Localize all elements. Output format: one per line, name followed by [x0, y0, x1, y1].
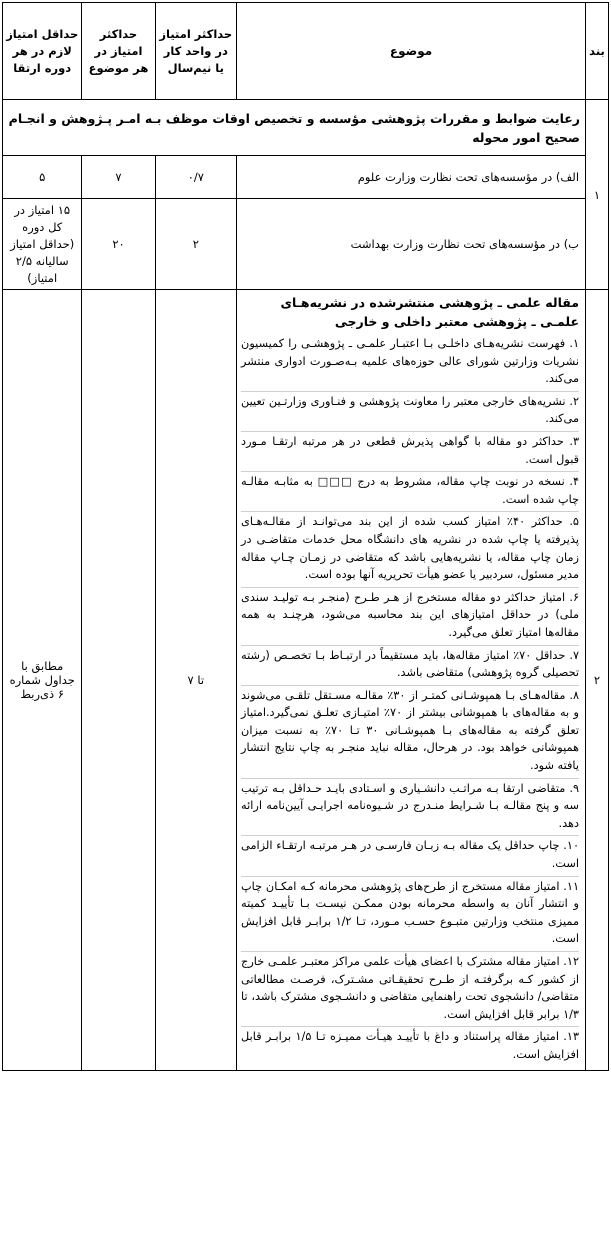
section1-a-topic: الف) در مؤسسه‌های تحت نظارت وزارت علوم [237, 156, 586, 199]
list-item: ۶. امتیاز حداکثر دو مقاله مستخرج از هـر طـرح (منجـر بـه تولیـد سندی ملی) در حداقل امتیازهای این بند محاسبه می‌شود، هرچنـد به همه مقاله‌ها امتیاز تعلق می‌گیرد. [241, 587, 579, 645]
section1-a-min-required: ۵ [3, 156, 82, 199]
section1-title: رعایت ضوابط و مقررات پژوهشی مؤسسه و تخصیص اوقات موظف بـه امـر پـژوهش و انجـام صحیح امور محوله [3, 100, 586, 156]
list-item: ۱۲. امتیاز مقاله مشترک با اعضای هیأت علمی مراکز معتبـر علمـی خارج از کشور کـه برگرفتـه از طـرح تحقیقـاتی مشـترک، فرصـت مطالعاتی متقاضی/ دانشجوی تحت راهنمایی متقاضی و دانشـجوی مشترک باشد، تا ۱/۳ برابر قابل افزایش است. [241, 951, 579, 1026]
header-topic: موضوع [237, 3, 586, 100]
section1-title-row [3, 100, 609, 156]
section1-a-unit-max: ۰/۷ [155, 156, 236, 199]
section2-topic [237, 290, 586, 1071]
list-item: ۷. حداقل ۷۰٪ امتیاز مقاله‌ها، باید مستقیماً در ارتبـاط بـا تخصـص (رشته تحصیلی گروه پژوهشی) متقاضی باشد. [241, 645, 579, 685]
regulation-table [2, 2, 609, 1071]
list-item: ۸. مقاله‌هـای بـا همپوشـانی کمتـر از ۳۰٪ مقالـه مسـتقل تلقـی می‌شوند و به مقاله‌های با همپوشانی بیشتر از ۷۰٪ امتیـازی تعلـق نمی‌گیرد.امتیاز تعلق گرفته به مقاله‌های بـا همپوشـانی ۳۰ تـا ۷۰٪ به نسبت میزان همپوشانی خواهد بود. در هرحال، مقاله نباید منجـر به چاپ نتایج انتشار یافته شود. [241, 685, 579, 778]
list-item: ۹. متقاضی ارتقا بـه مراتـب دانشـیاری و اسـتادی بایـد حـداقل بـه ترتیب سه و پنج مقالـه بـا شـرایط منـدرج در شـیوه‌نامه اجرایـی آیین‌نامه ارائه دهد. [241, 778, 579, 836]
section2-max-topic [82, 290, 155, 1071]
section2-title: مقاله علمی ـ پژوهشی منتشرشده در نشریه‌هـای علمـی ـ پژوهشی معتبر داخلی و خارجی [280, 295, 580, 329]
section2-row [3, 290, 609, 1071]
section1-b-max-topic: ۲۰ [82, 199, 155, 290]
list-item: ۵. حداکثر ۴۰٪ امتیاز کسب شده از این بند می‌توانـد از مقالـه‌هـای پذیرفته یا چاپ شده در نشریه های دانشگاه محل خدمات متقاضـی در زمان چاپ مقاله، یا نشریه‌هایی باشد که متقاضی در زمـان چـاپ مقاله مدیر مسئول، سردبیر یا عضو هیأت تحریریه آنها بوده است. [241, 511, 579, 586]
section1-num: ۱ [586, 100, 609, 290]
section2-min-required: مطابق با جداول شماره ۶ ذی‌ربط [3, 290, 82, 1071]
section1-a-max-topic: ۷ [82, 156, 155, 199]
list-item: ۳. حداکثر دو مقاله با گواهی پذیرش قطعی در هر مرتبه ارتقـا مـورد قبول است. [241, 431, 579, 471]
header-num: بند [586, 3, 609, 100]
section1-row-a [3, 156, 609, 199]
list-item: ۱. فهرست نشریه‌هـای داخلـی بـا اعتبـار علمـی ـ پژوهشـی را کمیسیون نشریات وزارتین شورای عالی حوزه‌های علمیه بـه‌صـورت ادواری منتشر می‌کند. [241, 337, 580, 386]
table-header-row [3, 3, 609, 100]
section1-b-unit-max: ۲ [155, 199, 236, 290]
section1-b-topic: ب) در مؤسسه‌های تحت نظارت وزارت بهداشت [237, 199, 586, 290]
section2-items [241, 334, 579, 1067]
header-min-required: حداقل امتیاز لازم در هر دوره ارتقا [3, 3, 82, 100]
list-item: ۱۳. امتیاز مقاله پراستناد و داغ با تأییـد هیـأت ممیـزه تـا ۱/۵ برابـر قابل افزایش است. [241, 1026, 579, 1066]
section1-b-min-required: ۱۵ امتیاز در کل دوره (حداقل امتیاز سالیانه ۲/۵ امتیاز) [3, 199, 82, 290]
section1-row-b [3, 199, 609, 290]
header-max-topic: حداکثر امتیاز در هر موضوع [82, 3, 155, 100]
list-item: ۴. نسخه در نوبت چاپ مقاله، مشروط به درج □□□ به مثابـه مقالـه چاپ شده است. [241, 471, 579, 511]
list-item: ۱۰. چاپ حداقل یک مقاله بـه زبـان فارسـی در هـر مرتبـه ارتقـاء الزامی است. [241, 835, 579, 875]
header-unit-max: حداکثر امتیاز در واحد کار یا نیم‌سال [155, 3, 236, 100]
section2-num: ۲ [586, 290, 609, 1071]
section2-unit-max: تا ۷ [155, 290, 236, 1071]
list-item: ۱۱. امتیاز مقاله مستخرج از طرح‌های پژوهشی محرمانه کـه امکـان چاپ و انتشار آنان به واسطه محرمانه بودن ممکـن نیسـت بـا تأییـد کمیته ممیزی منتخب وزارتین متبـوع حسـب مـورد، تـا ۱/۲ برابـر قابل افزایش است. [241, 876, 579, 951]
list-item: ۲. نشریه‌های خارجی معتبر را معاونت پژوهشی و فنـاوری وزارتـین تعیین می‌کند. [241, 391, 579, 431]
